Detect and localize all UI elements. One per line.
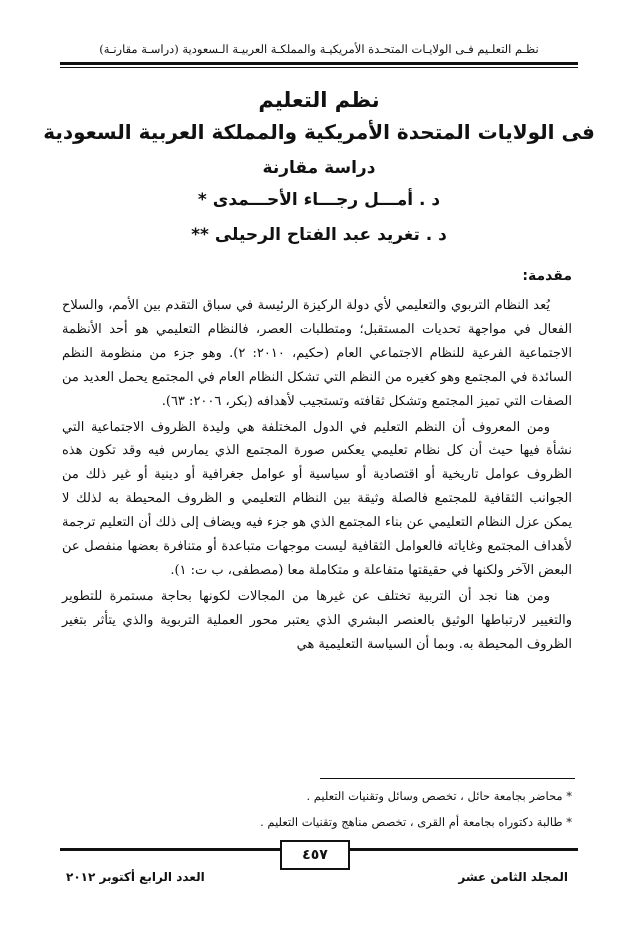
paragraph-2: ومن المعروف أن النظم التعليم في الدول المختلفة هي وليدة الظروف الاجتماعية التي نشأة فيها حيث أن كل نظام تعليمي يعكس صورة المجتمع الذي يمارس فيه وقد تكون هذه الظروف عوامل تاريخية أو اقتصادية أو سياسية أو عوامل جغرافية أو دينية أو غير ذلك من الجوانب الثقافية للمجتمع فالصلة وثيقة بين النظام التعليمي و الظروف المحيطة به لذلك لا يمكن عزل النظام التعليمي عن بناء المجتمع الذي هو جزء فيه ويضاف إلى ذلك أن التعليم ترجمة لأهداف المجتمع وغاياته فالعوامل الثقافية ليست موجهات متباعدة أو متنافرة بعضها منفصل عن البعض الآخر ولكنها في حقيقتها متفاعلة و متكاملة معا (مصطفى، ب ت: ١). bbox=[62, 419, 572, 578]
footnote-1: * محاضر بجامعة حائل ، تخصص وسائل وتقنيات التعليم . bbox=[306, 789, 572, 803]
paragraph-1: يُعد النظام التربوي والتعليمي لأي دولة الركيزة الرئيسة في سباق التقدم بين الأمم، والسلاح الفعال في مواجهة تحديات المستقبل؛ ومتطلبات العصر، فالنظام التعليمي هو أحد الأنظمة الاجتماعية الفرعية للنظام الاجتماعي العام (حكيم، ٢٠١٠: ٢). وهو جزء من منظومة النظم السائدة في المجتمع وهو كغيره من النظم التي تشكل النظام العام في المجتمع يحمل العديد من الصفات التي تميز المجتمع وتشكل ثقافته وتستجيب لأهدافه (بكر، ٢٠٠٦: ٦٣). bbox=[62, 298, 572, 409]
running-header: نظـم التعلـيم فـى الولايـات المتحـدة الأمريكيـة والمملكـة العربيـة الـسعودية (دراسـة مقارنـة) bbox=[99, 42, 539, 56]
author-2-name: د . تغريد عبد الفتاح الرحيلى bbox=[214, 225, 447, 245]
footnote-2: * طالبة دكتوراه بجامعة أم القرى ، تخصص مناهج وتقنيات التعليم . bbox=[260, 815, 572, 829]
footer-issue: العدد الرابع أكتوبر ٢٠١٢ bbox=[66, 870, 205, 884]
article-subtitle: دراسة مقارنة bbox=[262, 158, 376, 178]
paragraph-3: ومن هنا نجد أن التربية تختلف عن غيرها من المجالات لكونها بحاجة مستمرة للتطوير والتغيير لارتباطها الوثيق بالعنصر البشري الذي يعتبر محور العملية التربوية والذي يتأثر بتغير الظروف المحيطة به. وبما أن السياسة التعليمية هي bbox=[62, 588, 572, 652]
footer-volume: المجلد الثامن عشر bbox=[458, 870, 568, 884]
body-text bbox=[62, 294, 572, 659]
author-1-name: د . أمـــل رجـــاء الأحـــمدى bbox=[212, 190, 441, 210]
footnote-rule bbox=[320, 778, 575, 779]
author-1-mark: * bbox=[197, 190, 207, 210]
page-number: ٤٥٧ bbox=[280, 840, 350, 870]
article-title-line-1: نظم التعليم bbox=[258, 88, 380, 112]
article-title-line-2: فى الولايات المتحدة الأمريكية والمملكة العربية السعودية bbox=[43, 120, 595, 144]
author-2 bbox=[0, 225, 638, 245]
section-heading: مقدمة: bbox=[522, 268, 572, 284]
author-1 bbox=[0, 190, 638, 210]
header-rule bbox=[60, 62, 578, 68]
author-2-mark: ** bbox=[191, 225, 209, 245]
